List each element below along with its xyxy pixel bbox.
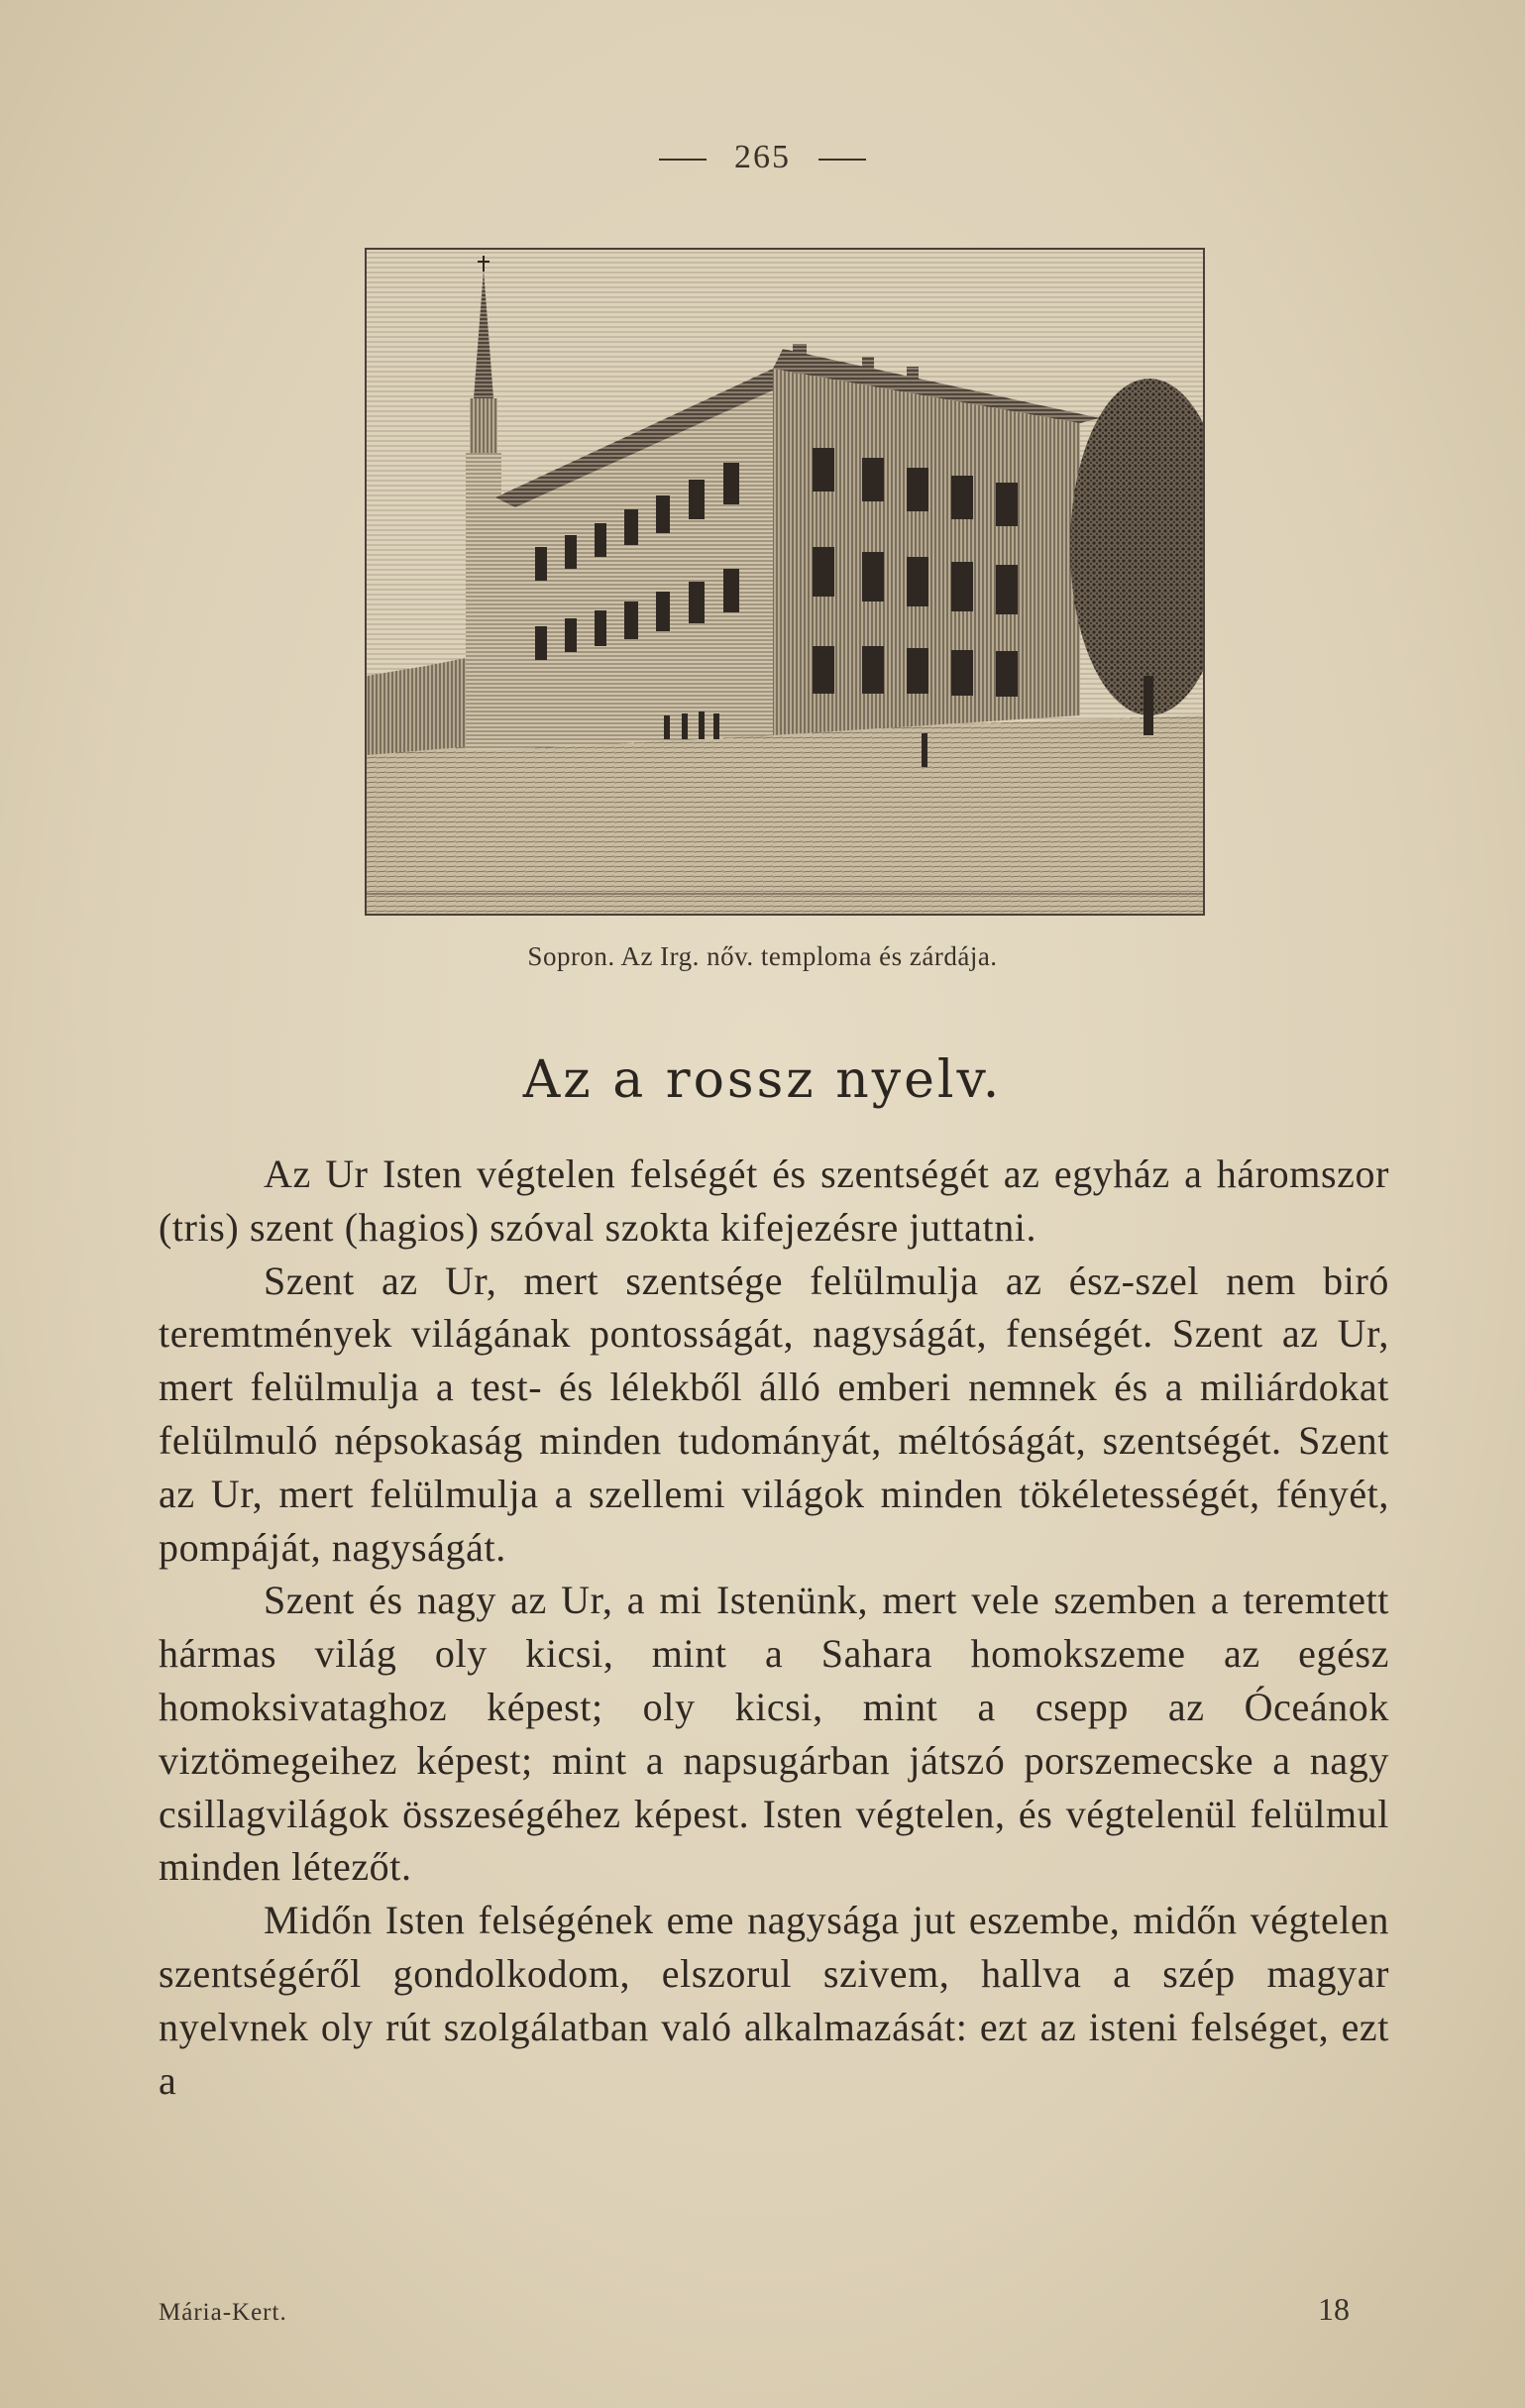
engraving-illustration	[365, 248, 1205, 916]
body-text	[159, 1148, 1389, 2107]
paragraph-3: Szent és nagy az Ur, a mi Istenünk, mert vele szemben a teremtett hármas világ oly kicsi, mint a Sahara homokszeme az egész homoksivataghoz képest; oly kicsi, mint a csepp az Óceánok viztömegeihez képest; mint a napsugárban játszó porszemecske a nagy csillagvilágok összeségéhez képest. Isten végtelen, és végtelenül felülmul minden létezőt.	[159, 1578, 1389, 1890]
page-number-line	[0, 139, 1525, 176]
paragraph-2: Szent az Ur, mert szentsége felülmulja az ész-szel nem biró teremtmények világának pontosságát, nagyságát, fenségét. Szent az Ur, mert felülmulja a test- és lélekből álló emberi nemnek és a miliárdokat felülmuló népsokaság minden tudományát, méltóságát, szentségét. Szent az Ur, mert felülmulja a szellemi világok minden tökéletességét, fényét, pompáját, nagyságát.	[159, 1258, 1389, 1570]
dash-right	[818, 159, 866, 161]
dash-left	[659, 159, 707, 161]
chapter-title: Az a rossz nyelv.	[522, 1050, 1003, 1110]
church-and-convent-engraving	[367, 250, 1203, 914]
footer-publication: Mária-Kert.	[159, 2299, 287, 2326]
paragraph-4: Midőn Isten felségének eme nagysága jut eszembe, midőn végtelen szentségéről gondolkodom, elszorul szivem, hallva a szép magyar nyelvnek oly rút szolgálatban való alkalmazását: ezt az isteni felséget, ezt a	[159, 1898, 1389, 2103]
paragraph-1: Az Ur Isten végtelen felségét és szentségét az egyház a háromszor (tris) szent (hagios) szóval szokta kifejezésre juttatni.	[159, 1151, 1389, 1250]
illustration-caption: Sopron. Az Irg. nőv. temploma és zárdája.	[527, 941, 998, 971]
footer-signature-mark: 18	[1318, 2291, 1350, 2327]
page-number: 265	[734, 139, 791, 175]
